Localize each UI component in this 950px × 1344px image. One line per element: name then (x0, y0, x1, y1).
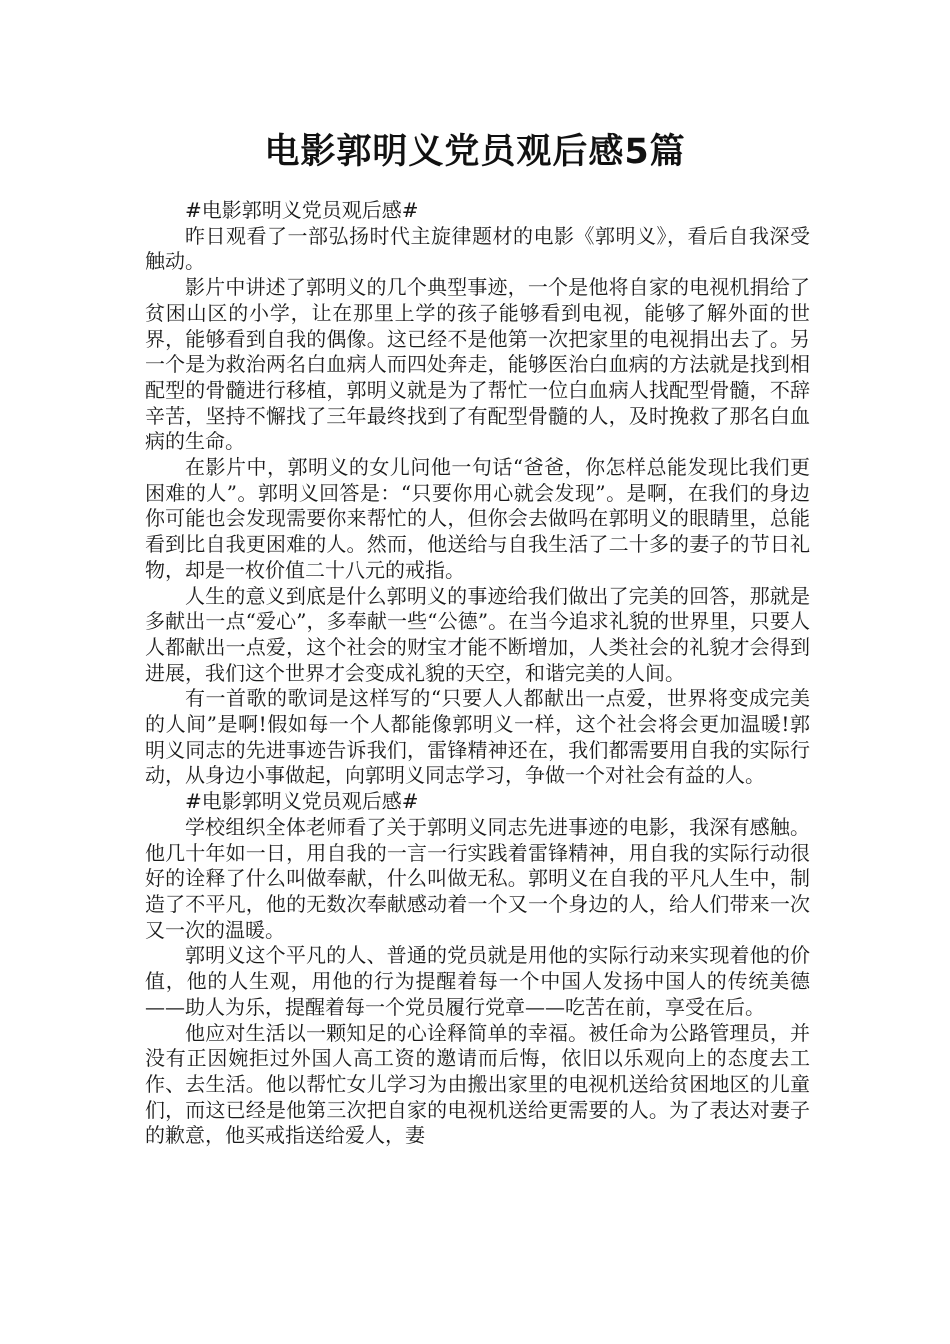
paragraph: 人生的意义到底是什么郭明义的事迹给我们做出了完美的回答，那就是多献出一点“爱心”，多奉献一些“公德”。在当今追求礼貌的世界里，只要人人都献出一点爱，这个社会的财宝才能不断增加，人类社会的礼貌才会得到进展，我们这个世界才会变成礼貌的天空，和谐完美的人间。 (145, 583, 810, 685)
paragraph: 他应对生活以一颗知足的心诠释简单的幸福。被任命为公路管理员，并没有正因婉拒过外国人高工资的邀请而后悔，依旧以乐观向上的态度去工作、去生活。他以帮忙女儿学习为由搬出家里的电视机送给贫困地区的儿童们，而这已经是他第三次把自家的电视机送给更需要的人。为了表达对妻子的歉意，他买戒指送给爱人，妻 (145, 1020, 810, 1148)
document-title: 电影郭明义党员观后感5篇 (264, 132, 686, 172)
paragraph: 学校组织全体老师看了关于郭明义同志先进事迹的电影，我深有感触。他几十年如一日，用自我的一言一行实践着雷锋精神，用自我的实际行动很好的诠释了什么叫做奉献，什么叫做无私。郭明义在自我的平凡人生中，制造了不平凡，他的无数次奉献感动着一个又一个身边的人，给人们带来一次又一次的温暖。 (145, 814, 810, 942)
paragraph: 在影片中，郭明义的女儿问他一句话“爸爸，你怎样总能发现比我们更困难的人”。郭明义回答是：“只要你用心就会发现”。是啊，在我们的身边你可能也会发现需要你来帮忙的人，但你会去做吗在郭明义的眼睛里，总能看到比自我更困难的人。然而，他送给与自我生活了二十多的妻子的节日礼物，却是一枚价值二十八元的戒指。 (145, 455, 810, 582)
paragraph: 昨日观看了一部弘扬时代主旋律题材的电影《郭明义》，看后自我深受触动。 (145, 223, 810, 274)
paragraph: 郭明义这个平凡的人、普通的党员就是用他的实际行动来实现着他的价值，他的人生观，用他的行为提醒着每一个中国人发扬中国人的传统美德——助人为乐，提醒着每一个党员履行党章——吃苦在前，享受在后。 (145, 943, 810, 1019)
section-heading: #电影郭明义党员观后感# (185, 789, 419, 814)
paragraph: 影片中讲述了郭明义的几个典型事迹，一个是他将自家的电视机捐给了贫困山区的小学，让在那里上学的孩子能够看到电视，能够了解外面的世界，能够看到自我的偶像。这已经不是他第一次把家里的电视捐出去了。另一个是为救治两名白血病人而四处奔走，能够医治白血病的方法就是找到相配型的骨髓进行移植，郭明义就是为了帮忙一位白血病人找配型骨髓，不辞辛苦，坚持不懈找了三年最终找到了有配型骨髓的人，及时挽救了那名白血病的生命。 (145, 275, 810, 454)
section-heading: #电影郭明义党员观后感# (185, 198, 419, 222)
document-body (145, 198, 810, 1149)
paragraph: 有一首歌的歌词是这样写的“只要人人都献出一点爱，世界将变成完美的人间”是啊!假如每一个人都能像郭明义一样，这个社会将会更加温暖!郭明义同志的先进事迹告诉我们，雷锋精神还在，我们都需要用自我的实际行动，从身边小事做起，向郭明义同志学习，争做一个对社会有益的人。 (145, 686, 810, 788)
